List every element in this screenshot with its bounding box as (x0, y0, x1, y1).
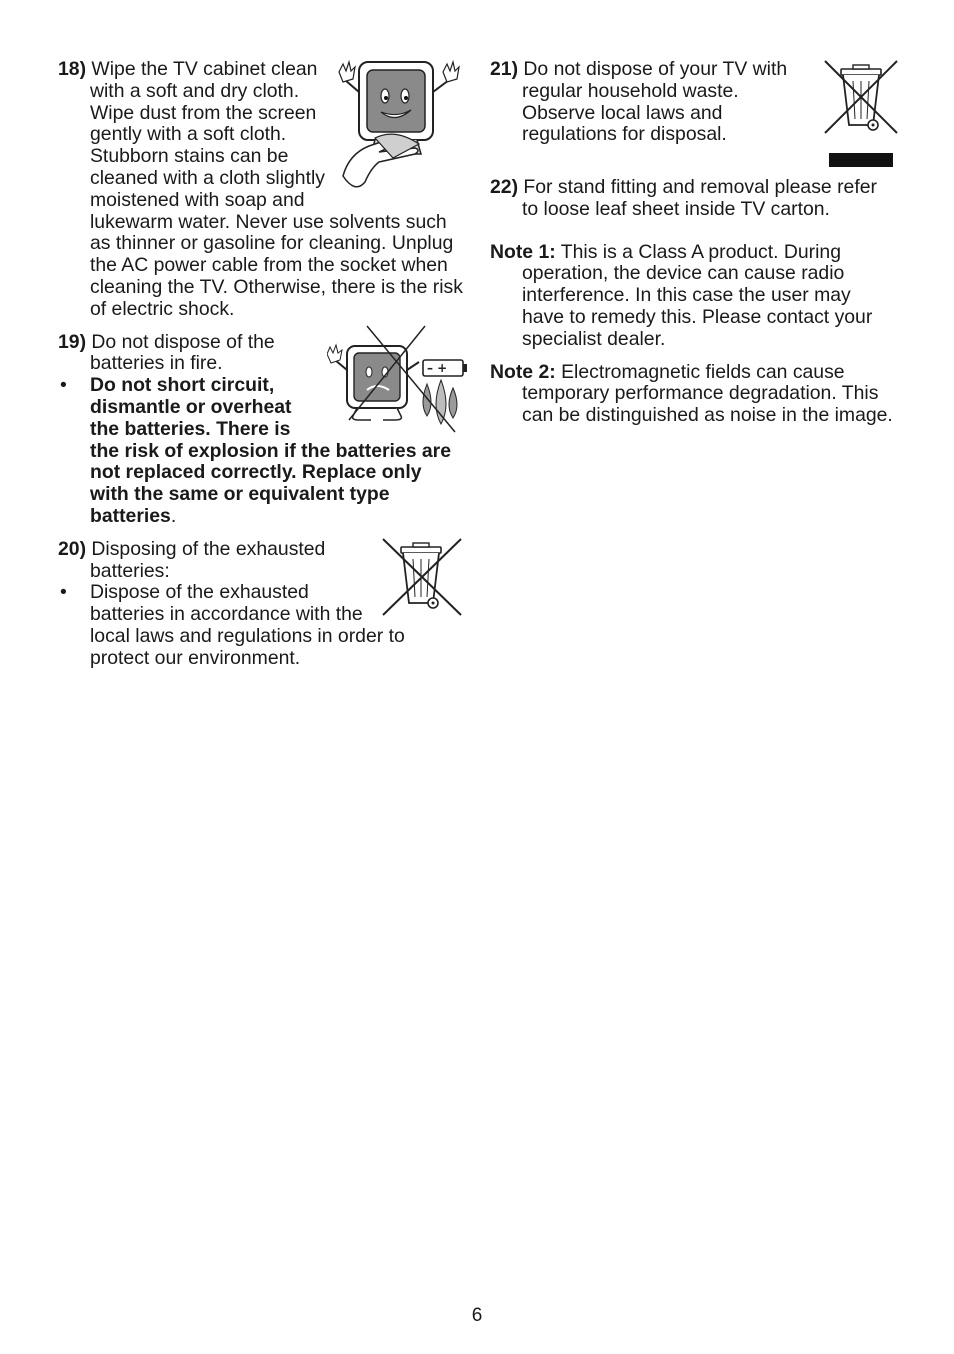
note-2-text: Note 2: Electromagnetic fields can cause temporary performance degradation. This can be distinguished as noise in the image. (490, 360, 893, 427)
item-18-text: 18) Wipe the TV cabinet clean with a soft and dry cloth. Wipe dust from the screen gently with a soft cloth. Stubborn stains can be cleaned with a cloth slightly moistened with soap and lukewarm water. Never use solvents such as thinner or gasoline for cleaning. Unplug the AC power cable from the socket when cleaning the TV. Otherwise, there is the risk of electric shock. (58, 58, 463, 320)
svg-text:– +: – + (427, 360, 448, 375)
note-1-label: Note 1: (490, 240, 556, 263)
item-18 (58, 59, 463, 321)
item-22-text: 22) For stand fitting and removal please refer to loose leaf sheet inside TV carton. (490, 176, 877, 220)
note-1 (490, 242, 895, 351)
item-19 (58, 332, 463, 528)
item-19-text: 19) Do not dispose of the batteries in fire. (58, 330, 275, 375)
item-21-number: 21) (490, 58, 519, 80)
note-1-text: Note 1: This is a Class A product. During operation, the device can cause radio interference. In this case the user may have to remedy this. Please contact your specialist dealer. (490, 240, 873, 350)
note-2-label: Note 2: (490, 360, 556, 383)
item-21-text: 21) Do not dispose of your TV with regular household waste. Observe local laws and regulations for disposal. (490, 58, 788, 146)
item-18-number: 18) (58, 58, 87, 80)
item-20-number: 20) (58, 537, 87, 560)
item-20-text: 20) Disposing of the exhausted batteries: (58, 537, 326, 582)
page-number: 6 (471, 1305, 483, 1326)
left-column (58, 59, 463, 670)
item-19-number: 19) (58, 330, 87, 353)
item-19-bullet: • Do not short circuit, dismantle or overheat the batteries. There is the risk of explosion if the batteries are not replaced correctly. Replace only with the same or equivalent type batteries. (60, 374, 451, 527)
bullet-symbol: • (60, 374, 67, 397)
item-20-bullet: • Dispose of the exhausted batteries in accordance with the local laws and regulations in order to protect our environment. (60, 581, 405, 669)
tv-cleaning-cloth-icon (335, 58, 469, 196)
item-21 (490, 59, 895, 171)
crossed-out-bin-icon (823, 59, 899, 169)
item-22 (490, 177, 895, 221)
right-column (490, 59, 895, 427)
item-20 (58, 539, 463, 670)
bullet-symbol: • (60, 581, 67, 604)
item-22-number: 22) (490, 176, 519, 198)
note-2 (490, 362, 895, 427)
